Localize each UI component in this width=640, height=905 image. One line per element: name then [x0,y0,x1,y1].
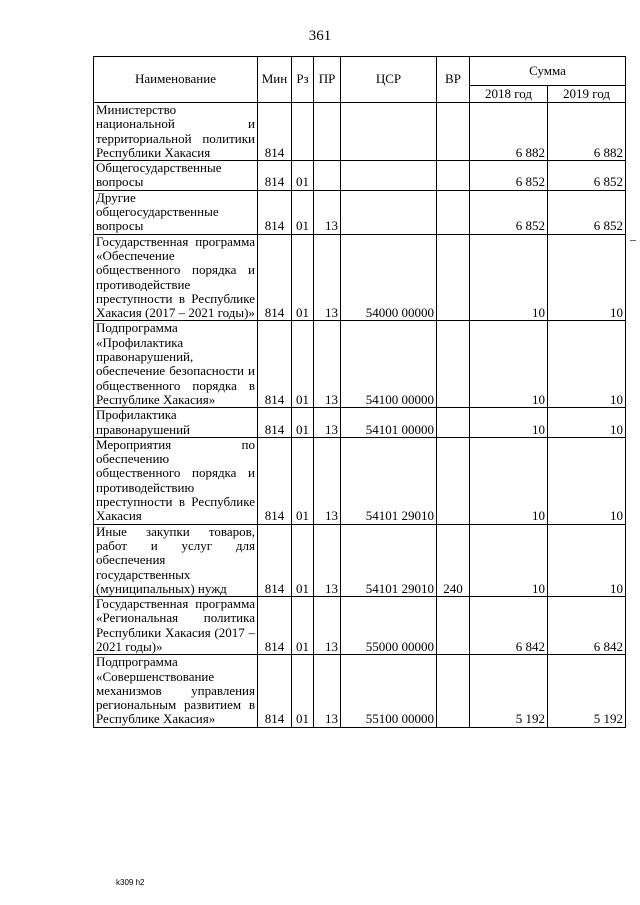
cell-2018: 10 [470,524,548,596]
cell-csr: 54100 00000 [341,321,437,408]
header-csr: ЦСР [341,57,437,103]
cell-name: Другие общегосударственные вопросы [94,190,258,234]
cell-rz: 01 [292,234,314,321]
cell-2018: 10 [470,321,548,408]
cell-2019: 6 852 [548,190,626,234]
cell-min: 814 [258,321,292,408]
header-pr: ПР [314,57,341,103]
cell-pr: 13 [314,190,341,234]
cell-rz: 01 [292,161,314,191]
cell-vr [437,437,470,524]
cell-vr [437,190,470,234]
cell-pr: 13 [314,408,341,438]
cell-name: Министерство национальной и территориальной политики Республики Хакасия [94,103,258,161]
cell-rz: 01 [292,524,314,596]
cell-name: Мероприятия по обеспечению общественного порядка и противодействию преступности в Республике Хакасия [94,437,258,524]
cell-name: Общегосударственные вопросы [94,161,258,191]
table-row [94,655,626,727]
cell-vr [437,655,470,727]
table-row [94,408,626,438]
cell-min: 814 [258,103,292,161]
table-row [94,597,626,655]
cell-csr [341,190,437,234]
cell-vr [437,103,470,161]
cell-min: 814 [258,190,292,234]
cell-min: 814 [258,597,292,655]
cell-csr: 54101 29010 [341,437,437,524]
table-row [94,321,626,408]
cell-pr: 13 [314,524,341,596]
header-vr: ВР [437,57,470,103]
cell-2018: 10 [470,234,548,321]
cell-pr: 13 [314,321,341,408]
cell-pr: 13 [314,234,341,321]
cell-rz: 01 [292,321,314,408]
page-number: 361 [308,28,332,44]
table-row [94,190,626,234]
cell-2018: 6 852 [470,190,548,234]
margin-mark: – [630,232,636,246]
header-year-2018: 2018 год [470,86,548,103]
table-row [94,103,626,161]
cell-2018: 10 [470,408,548,438]
cell-name: Иные закупки товаров, работ и услуг для обеспечения государственных (муниципальных) нужд [94,524,258,596]
header-sum: Сумма [470,57,626,86]
cell-csr: 54000 00000 [341,234,437,321]
header-rz: Рз [292,57,314,103]
table-body [94,103,626,728]
cell-pr: 13 [314,597,341,655]
cell-min: 814 [258,437,292,524]
cell-csr: 54101 29010 [341,524,437,596]
cell-2019: 10 [548,321,626,408]
cell-rz: 01 [292,190,314,234]
cell-vr [437,161,470,191]
cell-name: Государственная программа «Обеспечение общественного порядка и противодействие преступности в Республике Хакасия (2017 – 2021 годы)» [94,234,258,321]
cell-vr [437,408,470,438]
cell-pr [314,103,341,161]
table-row [94,437,626,524]
cell-vr: 240 [437,524,470,596]
cell-2019: 10 [548,408,626,438]
cell-csr: 55000 00000 [341,597,437,655]
cell-2019: 6 842 [548,597,626,655]
cell-pr: 13 [314,655,341,727]
cell-2018: 6 852 [470,161,548,191]
cell-2019: 10 [548,524,626,596]
table-row [94,161,626,191]
cell-vr [437,321,470,408]
cell-vr [437,234,470,321]
cell-csr [341,103,437,161]
cell-2019: 10 [548,234,626,321]
cell-min: 814 [258,408,292,438]
cell-name: Подпрограмма «Профилактика правонарушений, обеспечение безопасности и общественного порядка в Республике Хакасия» [94,321,258,408]
footer-code: k309 h2 [116,878,145,887]
cell-2019: 6 882 [548,103,626,161]
header-min: Мин [258,57,292,103]
cell-min: 814 [258,234,292,321]
header-name: Наименование [94,57,258,103]
cell-2018: 5 192 [470,655,548,727]
cell-2019: 5 192 [548,655,626,727]
cell-2018: 10 [470,437,548,524]
cell-rz: 01 [292,655,314,727]
cell-pr: 13 [314,437,341,524]
cell-min: 814 [258,524,292,596]
cell-csr: 54101 00000 [341,408,437,438]
cell-name: Подпрограмма «Совершенствование механизмов управления региональным развитием в Республике Хакасия» [94,655,258,727]
header-year-2019: 2019 год [548,86,626,103]
table-row [94,234,626,321]
cell-rz: 01 [292,597,314,655]
cell-rz [292,103,314,161]
budget-table [93,56,626,728]
cell-2019: 10 [548,437,626,524]
cell-min: 814 [258,161,292,191]
cell-name: Государственная программа «Региональная политика Республики Хакасия (2017 – 2021 годы)» [94,597,258,655]
cell-min: 814 [258,655,292,727]
cell-csr [341,161,437,191]
cell-2018: 6 842 [470,597,548,655]
cell-csr: 55100 00000 [341,655,437,727]
cell-pr [314,161,341,191]
cell-2018: 6 882 [470,103,548,161]
cell-2019: 6 852 [548,161,626,191]
cell-vr [437,597,470,655]
cell-rz: 01 [292,408,314,438]
cell-rz: 01 [292,437,314,524]
table-row [94,524,626,596]
cell-name: Профилактика правонарушений [94,408,258,438]
